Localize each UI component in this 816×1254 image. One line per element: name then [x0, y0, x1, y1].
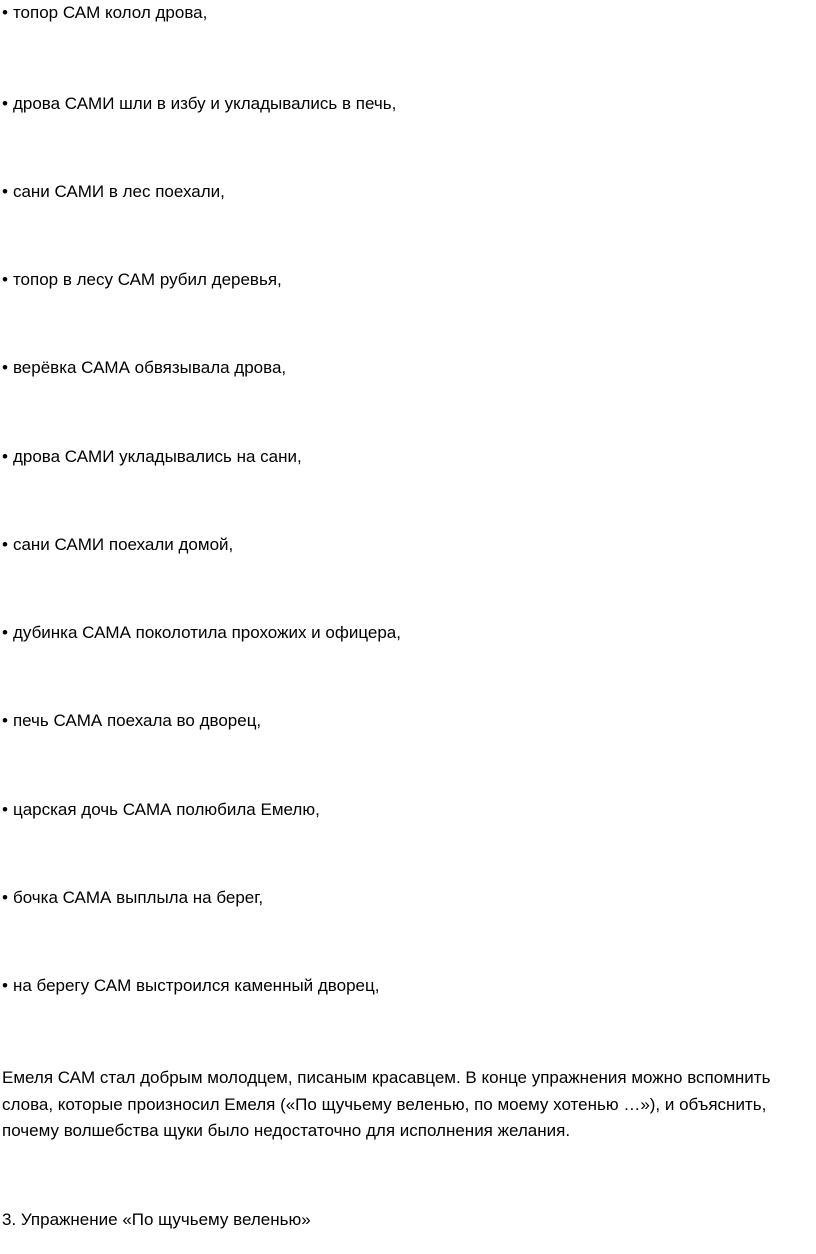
- list-item: [2, 887, 263, 909]
- bullet-icon: •: [2, 800, 8, 819]
- list-item: [2, 975, 379, 997]
- list-item: [2, 622, 401, 644]
- list-item: [2, 357, 286, 379]
- list-item: [2, 799, 320, 821]
- list-item: [2, 2, 207, 24]
- bullet-icon: •: [2, 535, 8, 554]
- bullet-icon: •: [2, 182, 8, 201]
- list-item: [2, 710, 261, 732]
- list-item: [2, 446, 302, 468]
- list-item-text: топор САМ колол дрова,: [12, 3, 208, 22]
- list-item-text: топор в лесу САМ рубил деревья,: [12, 270, 282, 289]
- bullet-icon: •: [2, 976, 8, 995]
- section-heading: 3. Упражнение «По щучьему веленью»: [2, 1210, 311, 1229]
- bullet-icon: •: [2, 711, 8, 730]
- list-item: [2, 534, 233, 556]
- body-paragraph: Емеля САМ стал добрым молодцем, писаным красавцем. В конце упражнения можно вспомнить слова, которые произносил Емеля («По щучьему веленью, по моему хотенью …»), и объяснить, почему волшебства щуки было недостаточно для исполнения желания.: [2, 1068, 771, 1140]
- bullet-icon: •: [2, 270, 8, 289]
- list-item-text: на берегу САМ выстроился каменный дворец,: [12, 976, 380, 995]
- bullet-icon: •: [2, 888, 8, 907]
- list-item-text: царская дочь САМА полюбила Емелю,: [12, 800, 320, 819]
- list-item-text: бочка САМА выплыла на берег,: [12, 888, 264, 907]
- list-item: [2, 93, 396, 115]
- bullet-icon: •: [2, 447, 8, 466]
- list-item-text: дрова САМИ шли в избу и укладывались в печь,: [12, 94, 397, 113]
- bullet-icon: •: [2, 623, 8, 642]
- list-item: [2, 181, 225, 203]
- bullet-icon: •: [2, 3, 8, 22]
- list-item-text: сани САМИ поехали домой,: [12, 535, 234, 554]
- list-item-text: сани САМИ в лес поехали,: [12, 182, 225, 201]
- list-item-text: дрова САМИ укладывались на сани,: [12, 447, 302, 466]
- list-item-text: печь САМА поехала во дворец,: [12, 711, 262, 730]
- list-item-text: верёвка САМА обвязывала дрова,: [12, 358, 287, 377]
- list-item-text: дубинка САМА поколотила прохожих и офицера,: [12, 623, 401, 642]
- list-item: [2, 269, 282, 291]
- bullet-icon: •: [2, 358, 8, 377]
- bullet-icon: •: [2, 94, 8, 113]
